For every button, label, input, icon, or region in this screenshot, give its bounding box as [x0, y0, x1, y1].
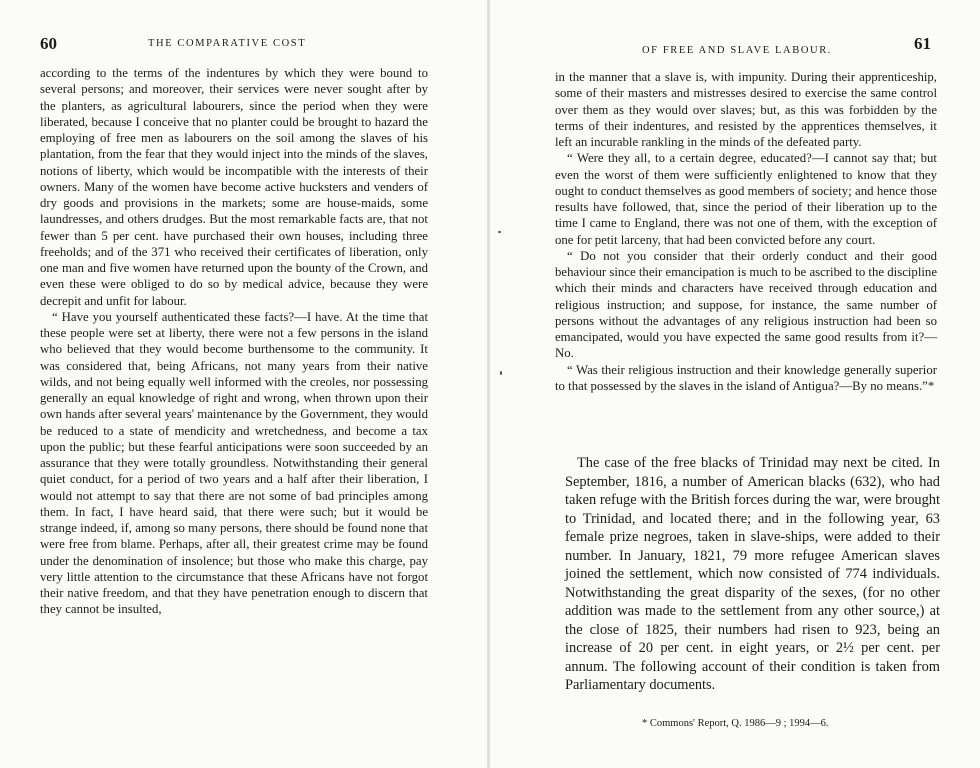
left-running-head: THE COMPARATIVE COST: [148, 38, 307, 49]
left-page-number: 60: [40, 34, 57, 53]
left-paragraph-1: according to the terms of the indentures by which they were bound to several persons; and moreover, their services were never sought after by the planters, as agricultural labourers, since the period when they were liberated, because I conceive that no planter could be brought to hazard the employing of free men as labourers on the soil among the slaves of his plantation, from the fear that they would inject into the minds of the slaves, notions of liberty, which would be incompatible with the interests of their owners. Many of the women have become active hucksters and venders of dry goods and provisions in the markets; some are house-maids, some laundresses, and others drudges. But the most remarkable facts are, that not fewer than 5 per cent. have purchased their own houses, including three freeholds; and of the 371 who received their certificates of liberation, only one man and five women have returned upon the bounty of the Crown, and even these were obliged to do so by medical advice, because they were decrepit and unfit for labour.: [40, 66, 428, 308]
book-gutter: [487, 0, 490, 768]
right-paragraph-3: “ Do not you consider that their orderly conduct and their good behaviour since their emancipation is much to be ascribed to the discipline which their minds and characters have received through education and religious instruction; and suppose, for instance, the same number of persons without the advantages of any religious instruction had been so emancipated, would you have expected the same good results from it?—No.: [555, 248, 938, 361]
right-page: [492, 0, 980, 768]
right-paragraph-1: in the manner that a slave is, with impunity. During their apprenticeship, some of their masters and mistresses desired to exercise the same control over them as they would over slaves; but, as this was forbidden by the terms of their indentures, and resisted by the apprentices themselves, it left an incurable rankling in the minds of the defeated party.: [555, 70, 937, 149]
left-page: [0, 0, 488, 768]
right-body-text-small: [555, 69, 937, 394]
right-running-head: OF FREE AND SLAVE LABOUR.: [642, 45, 833, 56]
footnote: * Commons' Report, Q. 1986—9 ; 1994—6.: [642, 718, 829, 729]
ink-speck: [500, 371, 502, 375]
left-body-text: [40, 65, 428, 618]
right-body-text-large: [565, 454, 940, 695]
right-paragraph-4: “ Was their religious instruction and their knowledge generally superior to that possessed by the slaves in the island of Antigua?—By no means.”*: [555, 362, 937, 393]
right-paragraph-2: “ Were they all, to a certain degree, educated?—I cannot say that; but even the worst of them were sufficiently enlightened to know that they ought to conduct themselves as good members of society; and hence those results have followed, that, since the period of their liberation up to the time I came to England, there was not one of them, with the exception of one for petit larceny, that had been convicted before any court.: [555, 151, 937, 247]
left-paragraph-2: “ Have you yourself authenticated these facts?—I have. At the time that these people were set at liberty, there were not a few persons in the island who believed that they would become burthensome to the community. It was considered that, being Africans, not many years from their native wilds, and not being equally well informed with the creoles, nor possessing generally an equal knowledge of right and wrong, when thrown upon their own hands after several years' maintenance by the Government, they would be reduced to a state of mendicity and wretchedness, and become a tax upon the public; but these fearful anticipations were soon succeeded by an assurance that they were totally groundless. Notwithstanding their general quiet conduct, for a period of two years and a half after their liberation, I would not attempt to say that there are not some of bad principles among them. In fact, I have heard said, that there were such; but it would be strange indeed, if, among so many persons, there should be found none that were free from blame. Perhaps, after all, their greatest crime may be found under the denomination of insolence; but those who make this charge, pay very little attention to the circumstance that these Africans have not forgot their native freedom, and that they have penetration enough to discern that they cannot be insulted,: [40, 309, 428, 617]
ink-speck: [498, 231, 501, 233]
right-page-number: 61: [914, 34, 931, 53]
right-paragraph-5: The case of the free blacks of Trinidad may next be cited. In September, 1816, a number of American blacks (632), who had taken refuge with the British forces during the war, were brought to Trinidad, and located there; and in the following year, 63 female prize negroes, taken in slave-ships, were added to their number. In January, 1821, 79 more refugee American slaves joined the settlement, which now consisted of 774 individuals. Notwithstanding the great disparity of the sexes, (for no other addition was made to the settlement from any other source,) at the close of 1825, their numbers had risen to 923, being an increase of 20 per cent. in eight years, or 2½ per cent. per annum. The following account of their condition is taken from Parliamentary documents.: [565, 455, 940, 693]
